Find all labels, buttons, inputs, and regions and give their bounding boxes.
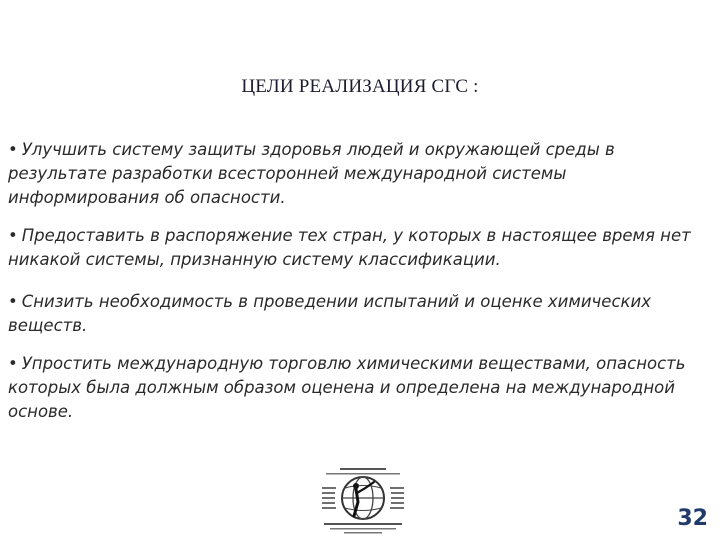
bullet-item-3 xyxy=(8,290,708,338)
bullet-text: Снизить необходимость в проведении испытаний и оценке химических веществ. xyxy=(8,292,651,335)
bullet-text: Предоставить в распоряжение тех стран, у которых в настоящее время нет никакой системы, признанную систему классификации. xyxy=(8,226,691,269)
page-number: 32 xyxy=(677,506,708,531)
bullet-marker: • xyxy=(8,226,18,245)
bullet-marker: • xyxy=(8,354,18,373)
bullet-text: Улучшить систему защиты здоровья людей и окружающей среды в результате разработки всесторонней международной системы информирования об опасности. xyxy=(8,140,615,207)
bullet-marker: • xyxy=(8,292,18,311)
organization-emblem-icon xyxy=(320,466,406,536)
bullet-item-2 xyxy=(8,224,708,272)
bullet-text: Упростить международную торговлю химическими веществами, опасность которых была должным образом оценена и определена на международной основе. xyxy=(8,354,686,421)
bullet-item-4 xyxy=(8,352,708,424)
bullet-item-1 xyxy=(8,138,708,210)
bullet-marker: • xyxy=(8,140,18,159)
slide-title: ЦЕЛИ РЕАЛИЗАЦИЯ СГС : xyxy=(241,76,479,97)
